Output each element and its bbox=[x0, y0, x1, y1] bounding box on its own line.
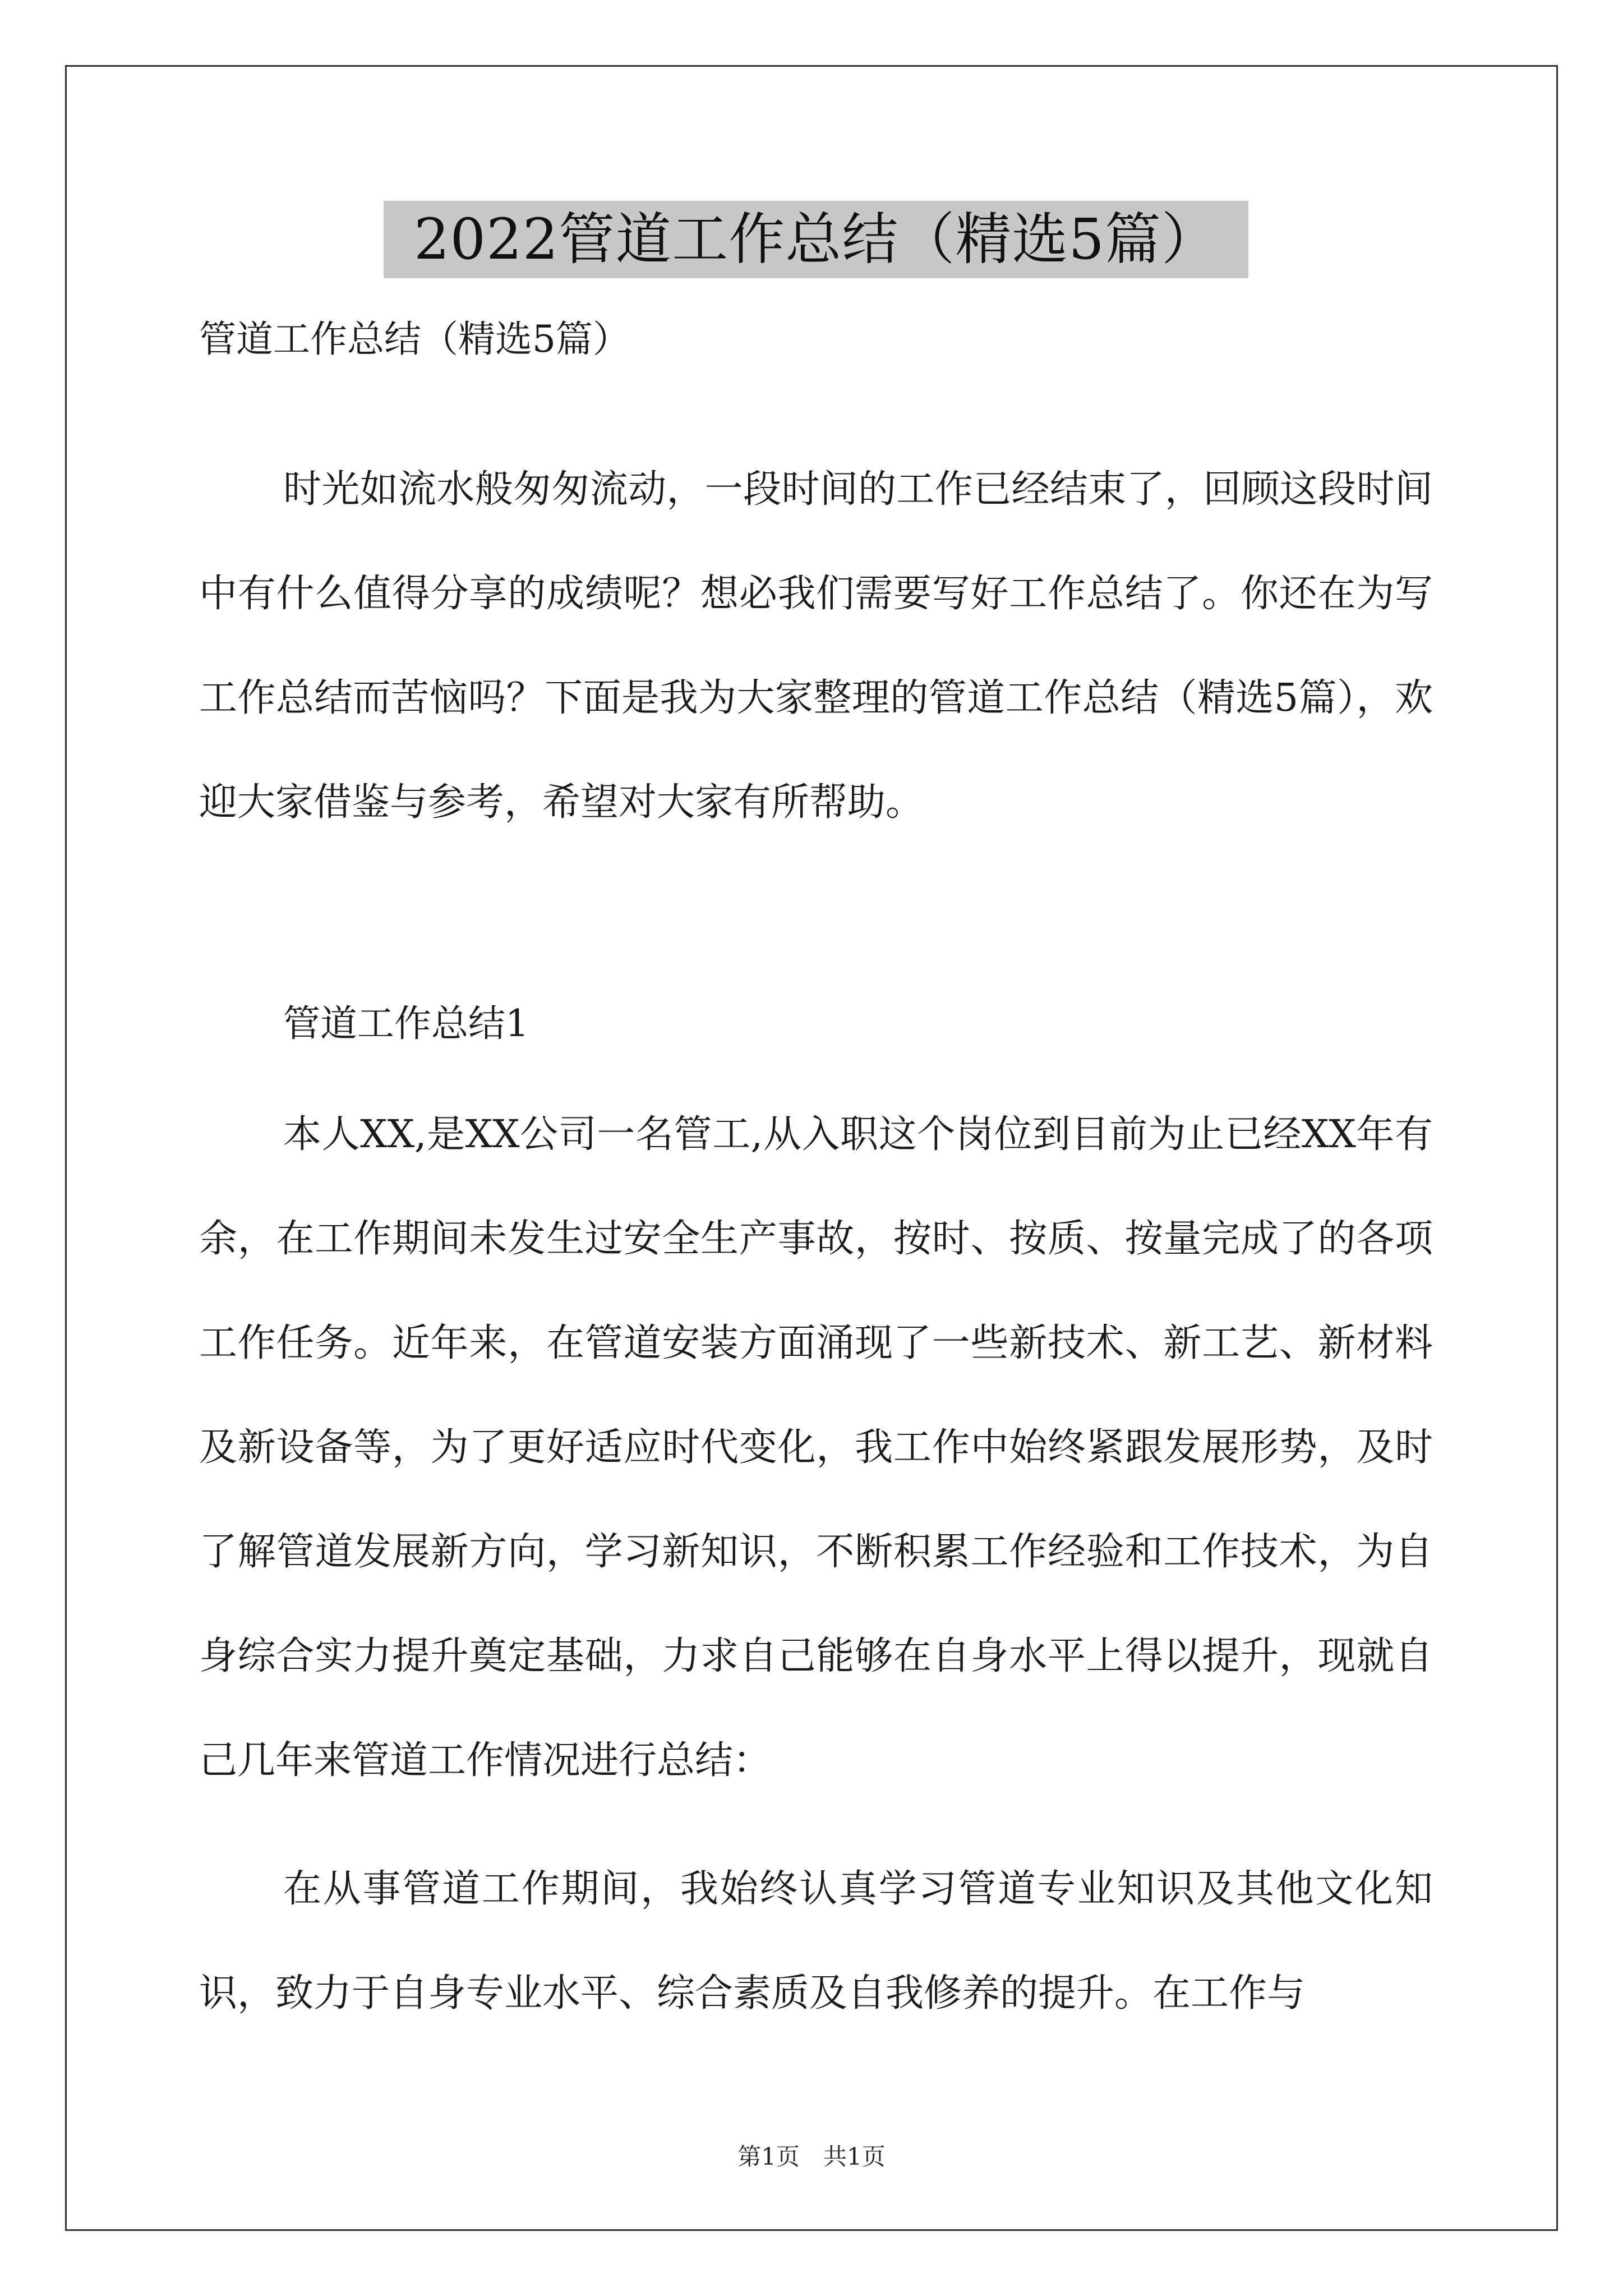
body-paragraph: 在从事管道工作期间，我始终认真学习管道专业知识及其他文化知识，致力于自身专业水平、综合素质及自我修养的提升。在工作与 bbox=[199, 1867, 1433, 2016]
section-heading: 管道工作总结1 bbox=[283, 1002, 529, 1045]
page-footer: 第1页 共1页 bbox=[737, 2143, 886, 2170]
intro-paragraph: 时光如流水般匆匆流动，一段时间的工作已经结束了，回顾这段时间中有什么值得分享的成绩呢？想必我们需要写好工作总结了。你还在为写工作总结而苦恼吗？下面是我为大家整理的管道工作总结（精选5篇），欢迎大家借鉴与参考，希望对大家有所帮助。 bbox=[199, 467, 1433, 825]
document-title: 2022管道工作总结（精选5篇） bbox=[384, 201, 1248, 278]
document-subtitle: 管道工作总结（精选5篇） bbox=[199, 318, 630, 361]
body-paragraph: 本人XX,是XX公司一名管工,从入职这个岗位到目前为止已经XX年有余，在工作期间未发生过安全生产事故，按时、按质、按量完成了的各项工作任务。近年来，在管道安装方面涌现了一些新技术、新工艺、新材料及新设备等，为了更好适应时代变化，我工作中始终紧跟发展形势，及时了解管道发展新方向，学习新知识，不断积累工作经验和工作技术，为自身综合实力提升奠定基础，力求自己能够在自身水平上得以提升，现就自己几年来管道工作情况进行总结： bbox=[199, 1112, 1433, 1783]
